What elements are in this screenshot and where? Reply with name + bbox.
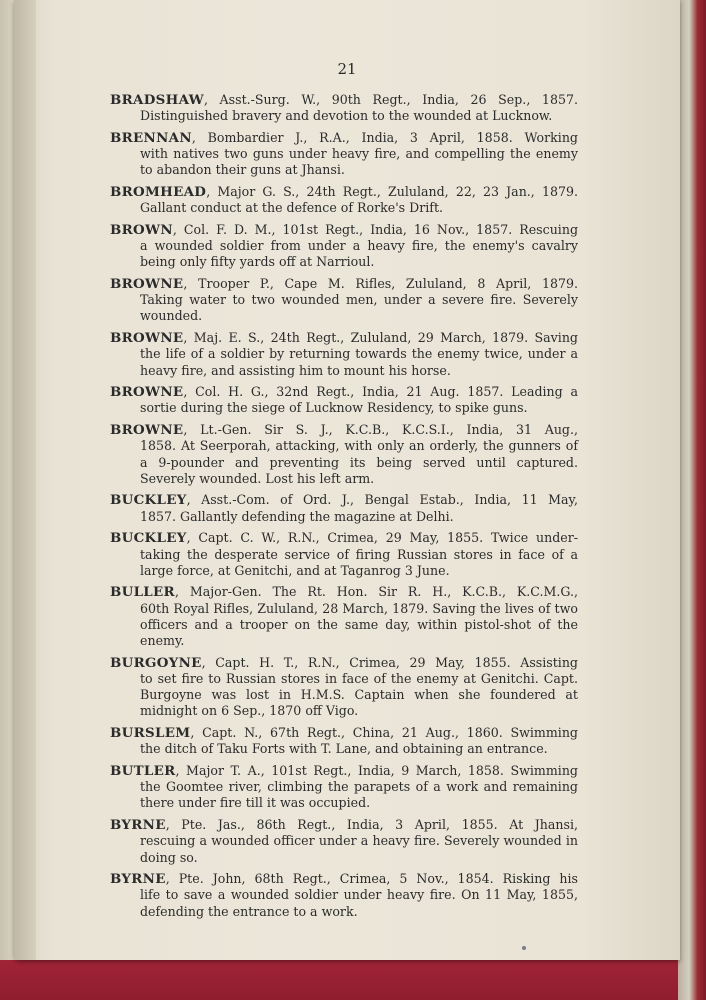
entry [110, 222, 578, 271]
entry-head-text: , Capt. N., 67th Regt., China, 21 Aug., 1860. Swimming [190, 725, 578, 741]
entry-head-text: , Major T. A., 101st Regt., India, 9 March, 1858. Swimming [175, 763, 578, 779]
entry-name: BROWNE [110, 384, 184, 401]
entry [110, 384, 578, 416]
entry [110, 184, 578, 216]
entry-name: BROMHEAD [110, 184, 207, 201]
entry-name: BULLER [110, 584, 175, 601]
entry-body: rescuing a wounded officer under a heavy fire. Severely wounded in doing so. [140, 833, 578, 865]
entry-body: Gallant conduct at the defence of Rorke's Drift. [140, 200, 444, 216]
entry-head-text: , Major G. S., 24th Regt., Zululand, 22, 23 Jan., 1879. [206, 184, 578, 200]
entry-body: the ditch of Taku Forts with T. Lane, and obtaining an entrance. [140, 741, 548, 757]
entry-body: to set fire to Russian stores in face of the enemy at Genitchi. Capt. Burgoyne was lost in H.M.S. Captain when she foundered at midnight on 6 Sep., 1870 off Vigo. [140, 671, 578, 719]
entry [110, 655, 578, 720]
entry-head-text: , Capt. C. W., R.N., Crimea, 29 May, 1855. Twice under- [186, 530, 578, 546]
book-page [14, 0, 680, 960]
page-speck [522, 946, 526, 950]
entry-name: BROWNE [110, 276, 184, 293]
entry-body: Distinguished bravery and devotion to the wounded at Lucknow. [140, 108, 553, 124]
entry-name: BUCKLEY [110, 530, 187, 547]
entry-body: sortie during the siege of Lucknow Residency, to spike guns. [140, 400, 528, 416]
entry-name: BROWNE [110, 330, 184, 347]
page-number: 21 [337, 60, 357, 78]
entry-body: taking the desperate service of firing Russian stores in face of a large force, at Genitchi, and at Taganrog 3 June. [140, 546, 578, 578]
entry-list [110, 92, 578, 925]
entry-name: BURSLEM [110, 725, 191, 742]
entry-body: the Goomtee river, climbing the parapets of a work and remaining there under fire till it was occupied. [140, 779, 578, 811]
entry-head-text: , Trooper P., Cape M. Rifles, Zululand, 8 April, 1879. [183, 276, 578, 292]
entry [110, 492, 578, 524]
entry [110, 92, 578, 124]
entry-body: 1858. At Seerporah, attacking, with only an orderly, the gunners of a 9-pounder and preventing its being served until captured. Severely wounded. Lost his left arm. [140, 438, 578, 486]
entry-name: BUTLER [110, 763, 176, 780]
entry-name: BROWN [110, 221, 173, 238]
entry-head-text: , Major-Gen. The Rt. Hon. Sir R. H., K.C.B., K.C.M.G., [174, 584, 578, 600]
entry-body: Taking water to two wounded men, under a severe fire. Severely wounded. [140, 292, 578, 324]
entry [110, 276, 578, 325]
entry-name: BURGOYNE [110, 654, 202, 671]
entry-head-text: , Asst.-Surg. W., 90th Regt., India, 26 Sep., 1857. [203, 92, 578, 107]
entry-body: life to save a wounded soldier under heavy fire. On 11 May, 1855, defending the entrance to a work. [140, 887, 578, 919]
page-gutter [14, 0, 36, 960]
entry-head-text: , Col. F. D. M., 101st Regt., India, 16 Nov., 1857. Rescuing [172, 221, 578, 237]
entry [110, 817, 578, 866]
entry-head-text: , Capt. H. T., R.N., Crimea, 29 May, 1855. Assisting [201, 654, 578, 670]
entry-body: 1857. Gallantly defending the magazine at Delhi. [140, 508, 454, 524]
entry-name: BRADSHAW [110, 92, 204, 108]
entry-name: BYRNE [110, 817, 166, 834]
entry [110, 422, 578, 487]
entry-body: the life of a soldier by returning towards the enemy twice, under a heavy fire, and assisting him to mount his horse. [140, 346, 578, 378]
entry [110, 725, 578, 757]
entry [110, 871, 578, 920]
entry [110, 130, 578, 179]
entry-head-text: , Lt.-Gen. Sir S. J., K.C.B., K.C.S.I., India, 31 Aug., [183, 422, 578, 438]
book-page-edges [678, 0, 706, 1000]
entry-body: with natives two guns under heavy fire, and compelling the enemy to abandon their guns at Jhansi. [140, 146, 578, 178]
entry-head-text: , Col. H. G., 32nd Regt., India, 21 Aug. 1857. Leading a [183, 384, 578, 400]
entry [110, 584, 578, 649]
entry [110, 530, 578, 579]
entry-head-text: , Pte. John, 68th Regt., Crimea, 5 Nov., 1854. Risking his [165, 871, 578, 887]
entry-name: BYRNE [110, 871, 166, 888]
entry-name: BUCKLEY [110, 492, 187, 509]
entry [110, 763, 578, 812]
entry-body: a wounded soldier from under a heavy fire, the enemy's cavalry being only fifty yards off at Narrioul. [140, 238, 578, 270]
entry-body: 60th Royal Rifles, Zululand, 28 March, 1879. Saving the lives of two officers and a trooper on the same day, within pistol-shot of the enemy. [140, 600, 578, 649]
entry-head-text: , Maj. E. S., 24th Regt., Zululand, 29 March, 1879. Saving [183, 330, 578, 346]
entry-head-text: , Bombardier J., R.A., India, 3 April, 1858. Working [191, 129, 578, 145]
entry [110, 330, 578, 379]
entry-head-text: , Pte. Jas., 86th Regt., India, 3 April, 1855. At Jhansi, [165, 817, 578, 833]
entry-name: BROWNE [110, 422, 184, 439]
entry-head-text: , Asst.-Com. of Ord. J., Bengal Estab., India, 11 May, [186, 492, 578, 508]
entry-name: BRENNAN [110, 129, 192, 146]
